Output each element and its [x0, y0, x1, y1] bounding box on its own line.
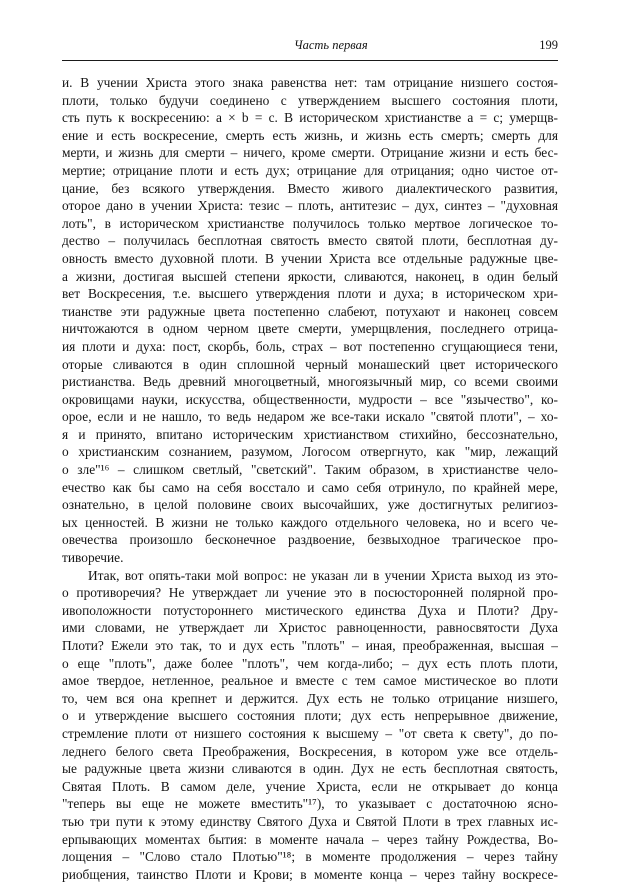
text-line: орое, если и не нашло, то ведь недаром же все-таки искало "святой плоти", – хо-	[62, 409, 558, 425]
text-line: ые радужные цвета жизни сливаются в один. Дух не есть бесплотная святость,	[62, 761, 558, 777]
text-line: мерти, и жизнь для смерти – ничего, кроме смерти. Отрицание жизни и есть бес-	[62, 145, 558, 161]
text-line: о противоречия? Не утверждает ли учение это в посюсторонней полярной про-	[62, 585, 558, 601]
text-line: ечество как бы само на себя восстало и само себя отринуло, по крайней мере,	[62, 479, 558, 495]
text-line: ими словами, не утверждает ли Христос равноценности, равносвятости Духа	[62, 620, 558, 636]
text-line: овечества произошло бесконечное раздвоение, безвыходное трагическое про-	[62, 532, 558, 548]
text-line: тианстве эти радужные цвета постепенно слабеют, потухают и наконец совсем	[62, 303, 558, 319]
text-line: ничтожаются в одном черном цвете смерти, умерщвления, последнего отрица-	[62, 321, 558, 337]
text-line: вет Воскресения, т.е. высшего утверждения плоти и духа; в историческом хри-	[62, 286, 558, 302]
page-header	[62, 38, 558, 60]
header-rule	[62, 60, 558, 61]
text-line: стремление плоти от низшего состояния к высшему – "от света к свету", до по-	[62, 725, 558, 741]
text-line: ознательно, в целой половине своих высочайших, уже достигнутых религиоз-	[62, 497, 558, 513]
text-line: леднего белого света Преображения, Воскресения, в котором уже все отдель-	[62, 743, 558, 759]
text-line: окровищами науки, искусства, общественности, мудрости – все "язычество", ко-	[62, 391, 558, 407]
text-line: тиворечие.	[62, 550, 124, 566]
text-line: риобщения, таинство Плоти и Крови; в моменте конца – через тайну воскресе-	[62, 866, 558, 882]
text-line: а жизни, достигая высшей степени яркости, сливаются, наконец, в один белый	[62, 268, 558, 284]
text-line: мертие; отрицание плоти и есть дух; отрицание для отрицания; одно чистое от-	[62, 162, 558, 178]
text-line: о еще "плоть", даже более "плоть", чем когда-либо; – дух есть плоть плоти,	[62, 655, 558, 671]
text-line: плоти, только будучи соединено с утверждением высшего состояния плоти,	[62, 92, 558, 108]
text-line: овность вместо духовной плоти. В учении Христа все отдельные радужные цве-	[62, 250, 558, 266]
body-text	[62, 74, 558, 883]
text-line: то, чем вся она крепнет и держится. Дух есть не только отрицание низшего,	[62, 690, 558, 706]
text-line: ерпывающих моментах бытия: в моменте начала – через тайну Рождества, Во-	[62, 831, 558, 847]
text-line: амое твердое, нетленное, реальное и вместе с тем самое мистическое во плоти	[62, 673, 558, 689]
text-line: оторые сливаются в один сплошной черный монашеский цвет исторического	[62, 356, 558, 372]
text-line: тью три пути к этому единству Святого Духа и Святой Плоти в трех главных ис-	[62, 813, 558, 829]
page-number: 199	[539, 38, 558, 52]
text-line: Итак, вот опять-таки мой вопрос: не указан ли в учении Христа выход из это-	[88, 567, 558, 583]
text-line: о и утверждение высшего состояния плоти; дух есть непрерывное движение,	[62, 708, 558, 724]
text-line: ристианства. Ведь древний многоцветный, многоязычный мир, со всеми своими	[62, 374, 558, 390]
text-line: ия плоти и духа: пост, скорбь, боль, страх – вот постепенно сгущающиеся тени,	[62, 338, 558, 354]
text-line: ых ценностей. В жизни не только каждого отдельного человека, но и всего че-	[62, 514, 558, 530]
text-line: сть путь к воскресению: a × b = c. В историческом христианстве a = c; умерщв-	[62, 110, 558, 126]
running-title: Часть первая	[294, 38, 368, 52]
text-line: лоть", в историческом христианстве получилось только мертвое логическое то-	[62, 215, 558, 231]
text-line: ивоположности потустороннего мистического единства Духа и Плоти? Дру-	[62, 602, 558, 618]
text-line: ение и есть воскресение, смерть есть жизнь, и жизнь есть смерть; смерть для	[62, 127, 558, 143]
text-line: дество – получилась бесплотная святость вместо святой плоти, бесплотная ду-	[62, 233, 558, 249]
text-line: о христианским сознанием, разумом, Логосом отвергнуто, как "мир, лежащий	[62, 444, 558, 460]
text-line: лощения – "Слово стало Плотью"¹⁸; в моменте продолжения – через тайну	[62, 849, 558, 865]
text-line: я и принято, впитано историческим христианством стихийно, бессознательно,	[62, 426, 558, 442]
text-line: Святая Плоть. В самом деле, учение Христа, если не открывает до конца	[62, 778, 558, 794]
text-line: оторое дано в учении Христа: тезис – плоть, антитезис – дух, синтез – "духовная	[62, 198, 558, 214]
text-line: "теперь вы еще не можете вместить"¹⁷), то указывает с достаточною ясно-	[62, 796, 558, 812]
text-line: цание, без всякого утверждения. Вместо живого диалектического развития,	[62, 180, 558, 196]
text-line: о зле"¹⁶ – слишком светлый, "светский". Таким образом, в христианстве чело-	[62, 462, 558, 478]
text-line: Плоти? Ежели это так, то и дух есть "плоть" – иная, преображенная, высшая –	[62, 638, 558, 653]
text-line: и. В учении Христа этого знака равенства нет: там отрицание низшего состоя-	[62, 75, 558, 90]
